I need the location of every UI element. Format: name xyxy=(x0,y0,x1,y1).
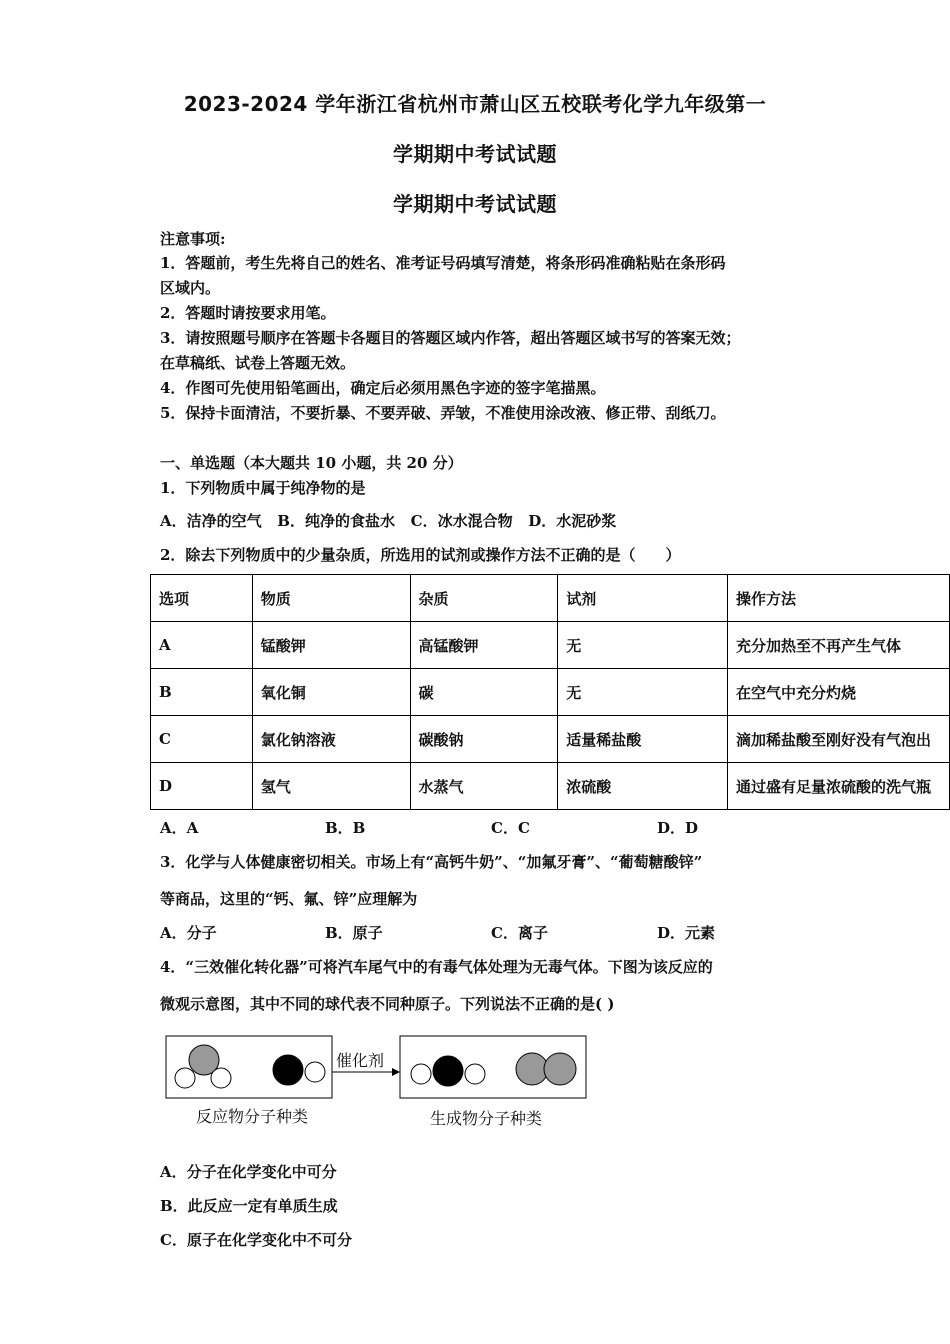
table-row xyxy=(151,763,950,810)
question-1-stem: 1．下列物质中属于纯净物的是 xyxy=(160,479,366,497)
reaction-diagram xyxy=(160,1030,600,1134)
white-atom xyxy=(411,1064,431,1084)
question-4-stem-line1: 4．“三效催化转化器”可将汽车尾气中的有毒气体处理为无毒气体。下图为该反应的 xyxy=(160,958,713,976)
table-cell: 浓硫酸 xyxy=(558,763,728,810)
page-title-line3: 学期期中考试试题 xyxy=(393,192,557,216)
table-row xyxy=(151,716,950,763)
table-cell: 适量稀盐酸 xyxy=(558,716,728,763)
table-cell: 锰酸钾 xyxy=(252,622,410,669)
notice-line: 在草稿纸、试卷上答题无效。 xyxy=(160,354,356,372)
black-atom xyxy=(433,1056,463,1086)
question-3-option-b[interactable]: B．原子 xyxy=(325,924,383,942)
table-cell: 充分加热至不再产生气体 xyxy=(728,622,950,669)
table-header-cell: 杂质 xyxy=(410,575,558,622)
table-row xyxy=(151,622,950,669)
table-header-cell: 物质 xyxy=(252,575,410,622)
table-cell: 无 xyxy=(558,669,728,716)
question-4-option-c[interactable]: C．原子在化学变化中不可分 xyxy=(160,1231,352,1249)
table-cell: 氧化铜 xyxy=(252,669,410,716)
notice-line: 区域内。 xyxy=(160,279,221,297)
products-caption: 生成物分子种类 xyxy=(430,1109,543,1128)
table-cell: 水蒸气 xyxy=(410,763,558,810)
table-cell: 无 xyxy=(558,622,728,669)
table-row xyxy=(151,669,950,716)
question-3-option-d[interactable]: D．元素 xyxy=(657,924,716,942)
white-atom xyxy=(465,1064,485,1084)
catalyst-label: 催化剂 xyxy=(336,1051,385,1070)
question-2-option-b[interactable]: B．B xyxy=(325,819,366,837)
table-cell: A xyxy=(151,622,253,669)
page-title-line2: 学期期中考试试题 xyxy=(393,142,557,166)
arrow-head xyxy=(392,1068,400,1076)
white-atom xyxy=(175,1068,195,1088)
question-1-options: A．洁净的空气 B．纯净的食盐水 C．冰水混合物 D．水泥砂浆 xyxy=(160,512,617,530)
table-header-cell: 选项 xyxy=(151,575,253,622)
question-2-table xyxy=(150,574,950,810)
question-3-option-a[interactable]: A．分子 xyxy=(160,924,217,942)
black-atom xyxy=(273,1055,303,1085)
question-2-option-d[interactable]: D．D xyxy=(657,819,699,837)
table-cell: 在空气中充分灼烧 xyxy=(728,669,950,716)
question-2-option-c[interactable]: C．C xyxy=(491,819,530,837)
table-cell: 高锰酸钾 xyxy=(410,622,558,669)
table-cell: 滴加稀盐酸至刚好没有气泡出 xyxy=(728,716,950,763)
table-cell: 氯化钠溶液 xyxy=(252,716,410,763)
section-heading: 一、单选题（本大题共 10 小题，共 20 分） xyxy=(160,454,463,472)
question-2-stem: 2．除去下列物质中的少量杂质，所选用的试剂或操作方法不正确的是（ ） xyxy=(160,546,681,564)
notice-line: 2．答题时请按要求用笔。 xyxy=(160,304,336,322)
gray-atom xyxy=(516,1053,548,1085)
table-header-row xyxy=(151,575,950,622)
table-cell: B xyxy=(151,669,253,716)
white-atom xyxy=(211,1068,231,1088)
gray-atom xyxy=(544,1053,576,1085)
table-cell: C xyxy=(151,716,253,763)
notice-heading: 注意事项: xyxy=(160,230,226,248)
table-header-cell: 试剂 xyxy=(558,575,728,622)
table-cell: 碳酸钠 xyxy=(410,716,558,763)
notice-line: 3．请按照题号顺序在答题卡各题目的答题区域内作答，超出答题区域书写的答案无效； xyxy=(160,329,741,347)
question-3-option-c[interactable]: C．离子 xyxy=(491,924,548,942)
question-2-option-a[interactable]: A．A xyxy=(160,819,199,837)
question-4-option-a[interactable]: A．分子在化学变化中可分 xyxy=(160,1163,337,1181)
question-4-stem-line2: 微观示意图，其中不同的球代表不同种原子。下列说法不正确的是( ) xyxy=(160,995,615,1013)
question-4-option-b[interactable]: B．此反应一定有单质生成 xyxy=(160,1197,338,1215)
notice-line: 1．答题前，考生先将自己的姓名、准考证号码填写清楚，将条形码准确粘贴在条形码 xyxy=(160,254,726,272)
question-3-stem-line1: 3．化学与人体健康密切相关。市场上有“高钙牛奶”、“加氟牙膏”、“葡萄糖酸锌” xyxy=(160,853,703,871)
question-3-stem-line2: 等商品，这里的“钙、氟、锌”应理解为 xyxy=(160,890,418,908)
reactants-caption: 反应物分子种类 xyxy=(196,1107,309,1126)
table-cell: D xyxy=(151,763,253,810)
table-header-cell: 操作方法 xyxy=(728,575,950,622)
white-atom xyxy=(305,1062,325,1082)
table-cell: 氢气 xyxy=(252,763,410,810)
notice-line: 4．作图可先使用铅笔画出，确定后必须用黑色字迹的签字笔描黑。 xyxy=(160,379,606,397)
page-title-line1: 2023-2024 学年浙江省杭州市萧山区五校联考化学九年级第一 xyxy=(183,92,767,116)
table-cell: 通过盛有足量浓硫酸的洗气瓶 xyxy=(728,763,950,810)
notice-line: 5．保持卡面清洁，不要折暴、不要弄破、弄皱，不准使用涂改液、修正带、刮纸刀。 xyxy=(160,404,726,422)
table-cell: 碳 xyxy=(410,669,558,716)
